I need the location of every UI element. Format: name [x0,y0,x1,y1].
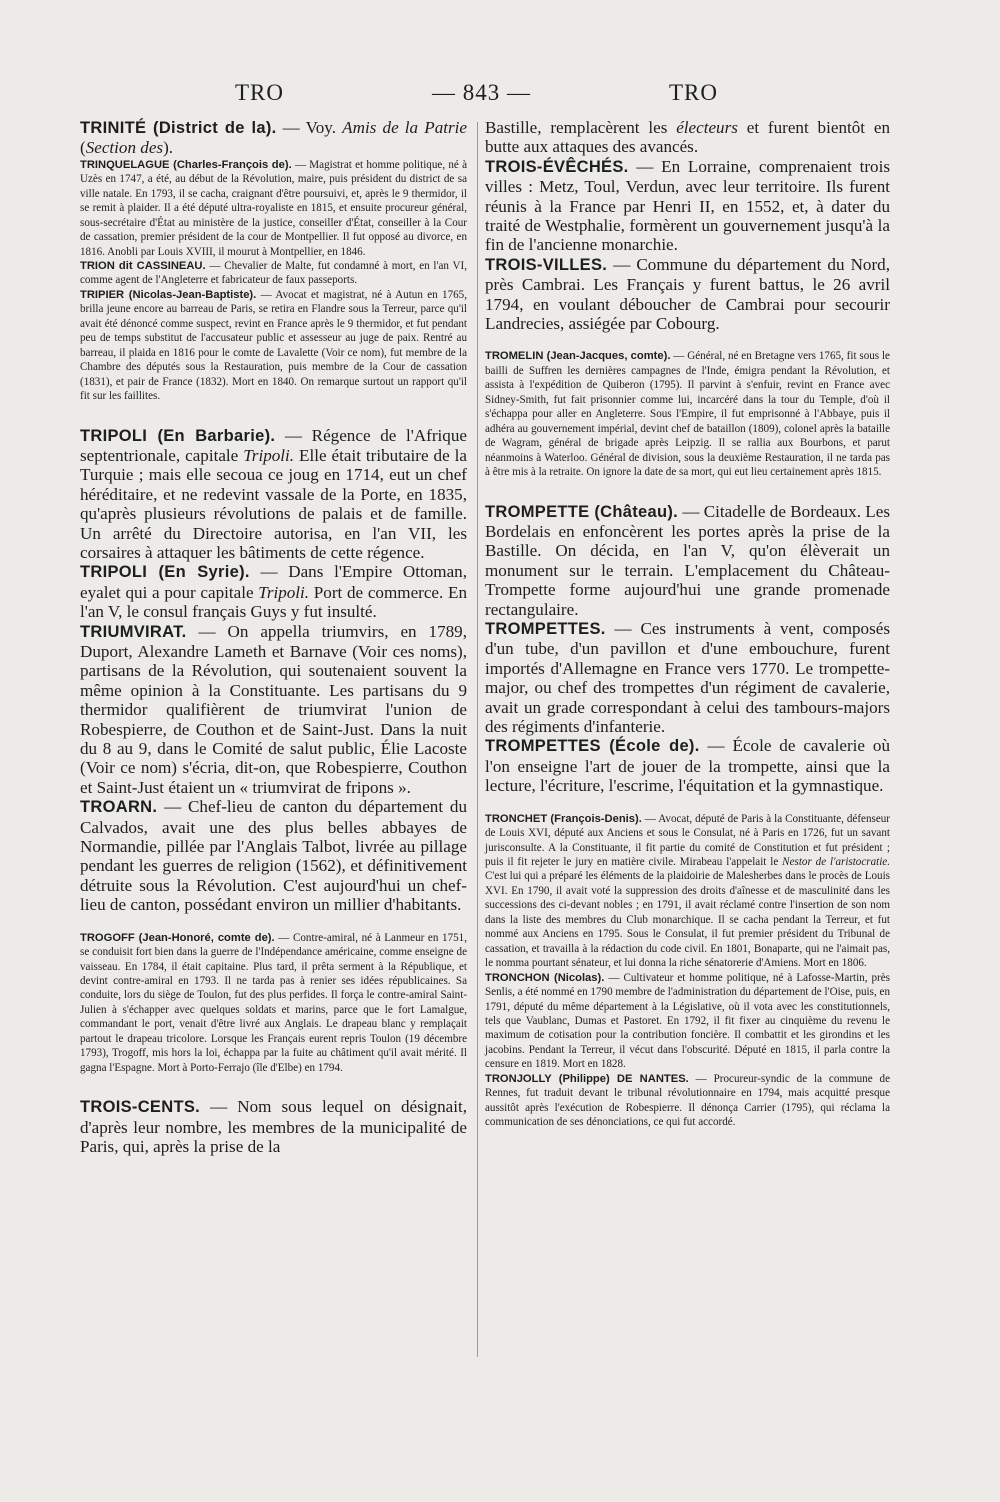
entry-headword: TROIS-CENTS. [80,1098,201,1117]
entry-text: — Général, né en Bretagne vers 1765, fit sous le bailli de Suffren les dernières campagnes de l'Inde, émigra pendant la Révolution, et assista à l'expédition de Quiberon (1795). Il parvint à s'enfuir, revint en France avec Sidney-Smith, fut fait prisonnier comme lui, incarcéré dans la tour du Temple, d'où il s'échappa pour aller en Angleterre. Sous l'Empire, il fut emprisonné à l'Abbaye, puis il adhéra au gouvernement impérial, devint chef de bataillon (1809), colonel après la bataille de Wagram, général de brigade après Leipzig. Il se rallia aux Bourbons, et parut néanmoins à Waterloo. Général de division, sous la deuxième Restauration, il ne tarda pas à être mis à la retraite. On ignore la date de sa mort, qui eut lieu certainement après 1815. [485,350,890,479]
entry-headword: TRION dit CASSINEAU. [80,259,206,272]
dictionary-entry [485,619,890,736]
entry-text: — Commune du département du Nord, près Cambrai. Les Français y furent battus, le 26 avril 1794, en voulant déboucher de Cambrai pour secourir Landrecies, assiégée par Cobourg. [485,254,890,334]
entry-text: ). [163,138,174,158]
entry-headword: TRIUMVIRAT. [80,622,187,641]
entry-italic: Section des [85,138,164,158]
dictionary-entry [485,1072,890,1130]
entry-italic: Tripoli. [243,445,295,465]
entry-headword: TRIPOLI (En Syrie). [80,563,250,582]
dictionary-entry [485,157,890,255]
entry-text: — Nom sous lequel on désignait, d'après leur nombre, les membres de la municipalité de Paris, qui, après la prise de la [80,1097,467,1157]
entry-text: ( [80,138,86,158]
entry-italic: Amis de la Patrie [342,118,467,137]
dictionary-entry [80,1097,467,1156]
dictionary-entry [80,931,467,1076]
entry-text: — Dans l'Empire Ottoman, eyalet qui a pour capitale [80,562,467,602]
right-column [485,118,890,1130]
entry-text: — Chef-lieu de canton du département du Calvados, avait une des plus belles abbayes de Normandie, pillée par l'Anglais Talbot, livrée au pillage pendant les guerres de religion (1562), et définitivement détruite sous la Révolution. C'est aujourd'hui un chef-lieu de canton, possédant environ un millier d'habitants. [80,797,467,915]
entry-text: — Contre-amiral, né à Lanmeur en 1751, se conduisit fort bien dans la guerre de l'Indépendance américaine, comme enseigne de vaisseau. En 1784, il était capitaine. Plus tard, il prêta serment à la République, et devint contre-amiral en 1793. Il ne tarda pas à renier ses idées républicaines. Sa conduite, lors du siège de Toulon, fut des plus perfides. Il força le contre-amiral Saint-Julien à s'échapper avec quelques soldats et marins, parce que le fort Lamalgue, commandant le port, venait d'être livré aux Anglais. Le drapeau blanc y remplaçait partout le drapeau tricolore. Lorsque les Français eurent repris Toulon (19 décembre 1793), Trogoff, mis hors la loi, échappa par la fuite au châtiment qu'il avait mérité. Il gagna l'Espagne. Mort à Porto-Ferrajo (île d'Elbe) en 1794. [80,931,467,1074]
entry-headword: TRINITÉ (District de la). [80,119,277,137]
dictionary-entry [485,736,890,795]
dictionary-entry [80,562,467,621]
entry-headword: TRONCHON (Nicolas). [485,971,605,984]
column-divider [477,122,478,1357]
entry-headword: TROMPETTES. [485,619,606,638]
entry-headword: TROGOFF (Jean-Honoré, comte de). [80,931,275,944]
entry-text: Elle était tributaire de la Turquie ; mais elle secoua ce joug en 1714, eut un chef héréditaire, et ne redevint vassale de la Porte, en 1835, qu'après plusieurs révolutions de palais et de famille. Un arrêté du Directoire autorisa, en l'an VII, les corsaires à attaquer les bâtiments de cette régence. [80,445,467,562]
entry-text: Bastille, remplacèrent les [485,118,677,137]
dictionary-entry [485,812,890,971]
dictionary-entry [80,259,467,288]
entry-text: Port de commerce. En l'an V, le consul français Guys y fut insulté. [80,582,467,622]
entry-headword: TRIPOLI (En Barbarie). [80,426,276,445]
left-column [80,118,467,1156]
entry-spacer [80,404,467,426]
dictionary-entry [80,426,467,563]
entry-text: et furent bientôt en butte aux attaques des avancés. [485,118,891,157]
entry-headword: TROIS-ÉVÊCHÉS. [485,157,629,176]
dictionary-entry [485,255,890,334]
entry-spacer [485,480,890,502]
dictionary-entry [80,622,467,798]
entry-text: — Voy. [276,118,343,137]
dictionary-entry [80,288,467,404]
entry-text: — Ces instruments à vent, composés d'un tube, d'un pavillon et d'une embouchure, furent importés d'Allemagne en France vers 1770. Le trompette-major, ou chef des trompettes d'un régiment de cavalerie, avait un grade correspondant à celui des tambours-majors des régiments d'infanterie. [485,618,890,737]
entry-spacer [485,333,890,349]
entry-text: — Procureur-syndic de la commune de Rennes, fut traduit devant le tribunal révolutionnaire en 1794, mais acquitté presque aussitôt après l'exécution de Robespierre. Il dénonça Carrier (1795), qui réclama la communication de ses dénonciations, ce qui fut accordé. [485,1072,890,1129]
entry-text: — École de cavalerie où l'on enseigne l'art de jouer de la trompette, ainsi que la lecture, l'écriture, l'escrime, l'équitation et la gymnastique. [485,736,891,796]
entry-text: — Citadelle de Bordeaux. Les Bordelais en enfoncèrent les portes après la prise de la Bastille. On décida, en l'an V, qu'on élèverait un monument sur le terrain. L'emplacement du Château-Trompette forme aujourd'hui une grande promenade rectangulaire. [485,501,890,619]
entry-text: — Chevalier de Malte, fut condamné à mort, en l'an VI, comme agent de l'Angleterre et fabricateur de faux passeports. [80,259,467,287]
entry-spacer [485,796,890,812]
entry-headword: TRONCHET (François-Denis). [485,812,642,825]
page-number: — 843 — [432,80,531,105]
entry-text: — On appella triumvirs, en 1789, Duport, Alexandre Lameth et Barnave (Voir ces noms), partisans de la Révolution, qui soutenaient souvent la même opinion à la Constituante. Les partisans du 9 thermidor qualifièrent de triumvirat l'union de Robespierre, de Couthon et de Saint-Just. Dans la nuit du 8 au 9, dans le Comité de salut public, Élie Lacoste (Voir ce nom) s'écria, dit-on, que Robespierre, Couthon et Saint-Just étaient un « triumvirat de fripons ». [80,621,467,797]
dictionary-entry [485,971,890,1072]
running-header [0,74,1000,110]
entry-text: — Avocat et magistrat, né à Autun en 1765, brilla jeune encore au barreau de Paris, se retira en Flandre sous la Terreur, parce qu'il avait été dénoncé comme suspect, revint en France après le 9 thermidor, et fut pendant peu de temps substitut de l'accusateur public et assesseur au juge de paix. Rentré au barreau, il plaida en 1816 pour le comte de Lavalette (Voir ce nom), fut membre de la Chambre des députés sous la Restauration, puis membre de la Cour de cassation (1831), et pair de France (1832). Mort en 1840. On remarque surtout un rapport qu'il fit sur les faillites. [80,288,467,403]
entry-headword: TROMPETTE (Château). [485,502,679,521]
header-right: TRO [669,80,718,105]
entry-headword: TROARN. [80,798,158,817]
entry-text: C'est lui qui a préparé les éléments de la plaidoirie de Malesherbes dans le procès de Louis XVI. En 1790, il avait voté la suppression des droits d'aînesse et de masculinité dans les successions des ci-devant nobles ; en 1791, il avait réclamé contre l'insertion de son nom dans la liste des membres du Club monarchique. Il se cacha pendant la Terreur, et fut nommé aux Anciens en 1795. Sous le Consulat, il fut premier président du Tribunal de cassation, et travailla à la rédaction du code civil. En 1801, Bonaparte, qui ne l'aimait pas, le nomma pourtant sénateur, et lui donna la riche sénatorerie d'Amiens. Mort en 1806. [485,870,890,970]
entry-headword: TRINQUELAGUE (Charles-François de). [80,158,292,171]
entry-headword: TRIPIER (Nicolas-Jean-Baptiste). [80,288,257,301]
entry-text: — Magistrat et homme politique, né à Uzès en 1747, a été, au début de la Révolution, maire, puis président du district de sa ville natale. En 1793, il se cacha, craignant d'être poursuivi, et, après le 9 thermidor, il se remit à plaider. Il a été député ultra-royaliste en 1815, et ensuite procureur général, sous-secrétaire d'État au ministère de la justice, conseiller d'État, conseiller à la Cour de cassation, premier président de la cour de Montpellier. Il fut opposé au divorce, en 1816. Anobli par Louis XVIII, il mourut à Montpellier, en 1846. [80,158,467,258]
dictionary-entry [485,502,890,619]
dictionary-entry [80,158,467,259]
entry-text: — Régence de l'Afrique septentrionale, capitale [80,425,467,465]
entry-spacer [80,915,467,931]
entry-headword: TROMPETTES (École de). [485,737,700,756]
entry-italic: Tripoli. [258,582,310,602]
entry-italic: Nestor de l'aristocratie. [782,856,890,868]
entry-text: — Avocat, député de Paris à la Constituante, défenseur de Louis XVI, député aux Anciens et sous le Consulat, né à Paris en 1726, fut un savant jurisconsulte. A la Constituante, il fit partie du comité de Constitution et fut président ; puis il fit rejeter le jury en matière civile. Mirabeau l'appelait le [485,812,891,868]
entry-headword: TROMELIN (Jean-Jacques, comte). [485,350,671,363]
dictionary-entry [485,118,890,157]
header-left: TRO [235,80,284,105]
entry-text: — En Lorraine, comprenaient trois villes : Metz, Toul, Verdun, avec leur territoire. Ils furent réunis à la France par Henri II, en 1552, et, à dater du traité de Westphalie, formèrent un gouvernement jusqu'à la fin de l'ancienne monarchie. [485,156,890,255]
dictionary-entry [80,118,467,158]
entry-spacer [80,1075,467,1097]
entry-text: — Cultivateur et homme politique, né à Lafosse-Martin, près Senlis, a été nommé en 1790 membre de l'administration du département de l'Oise, puis, en 1791, député du même département à la Législative, où il vota avec les constitutionnels, tels que Vaublanc, Dumas et Pastoret. En 1792, il fit fixer au cinquième du revenu le maximum de cotisation pour la contribution foncière. Il combattit et les girondins et les jacobins. Pendant la Terreur, il vécut dans l'obscurité. Député en 1815, il parla contre la censure en 1819. Mort en 1828. [485,971,890,1071]
entry-headword: TRONJOLLY (Philippe) DE NANTES. [485,1072,689,1085]
entry-headword: TROIS-VILLES. [485,255,608,274]
dictionary-entry [485,349,890,479]
dictionary-entry [80,797,467,914]
entry-italic: électeurs [676,118,738,137]
